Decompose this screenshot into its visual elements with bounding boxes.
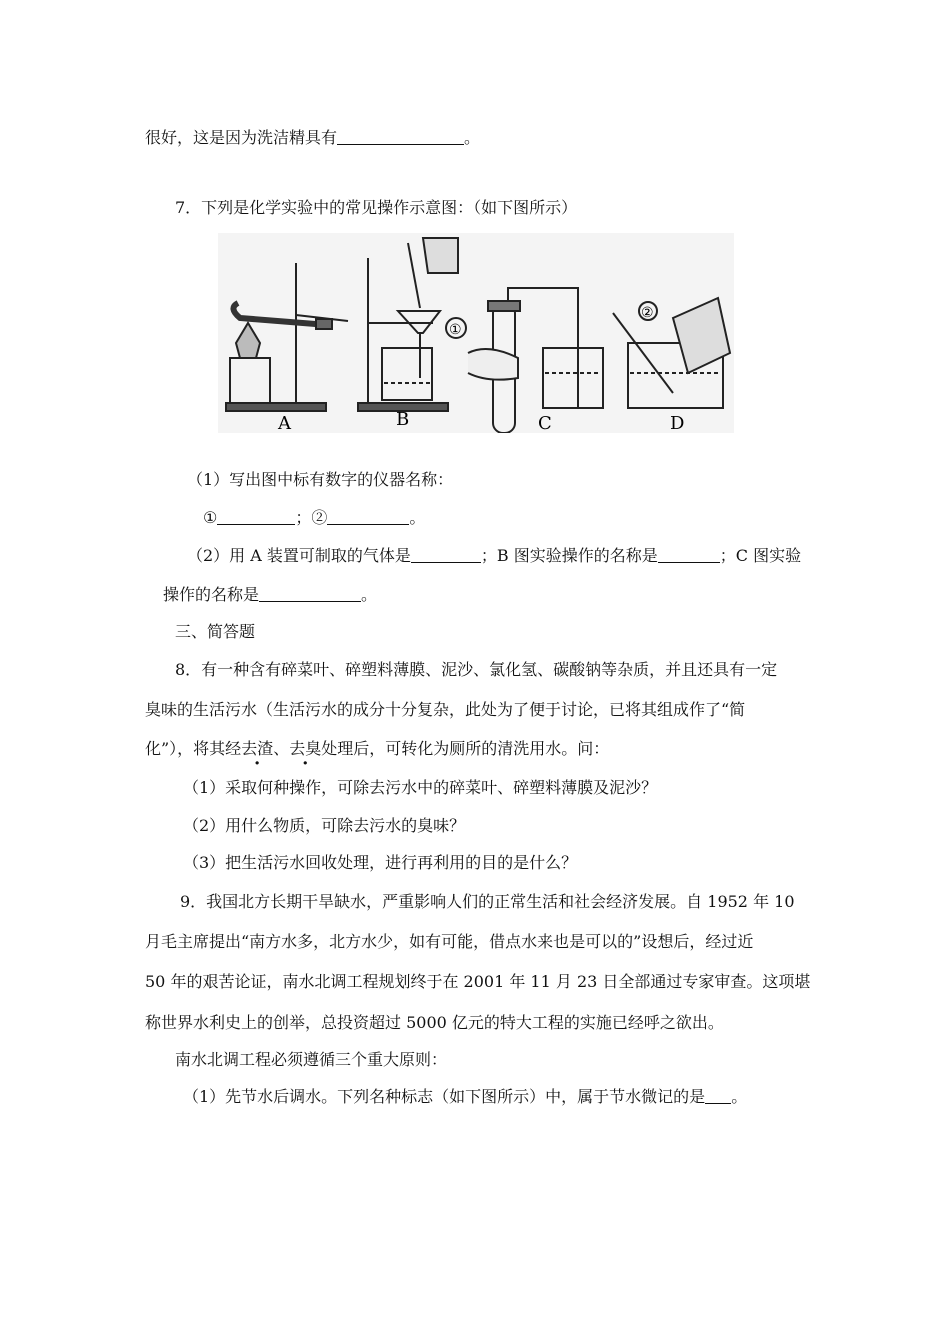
q9-line2: 月毛主席提出“南方水多，北方水少，如有可能，借点水来也是可以的”设想后，经过近: [145, 932, 754, 951]
q8-sub1: （1）采取何种操作，可除去污水中的碎菜叶、碎塑料薄膜及泥沙？: [183, 778, 658, 797]
figure-marker-2: ②: [641, 305, 654, 321]
section-title: 三、简答题: [175, 622, 256, 641]
q8-line1: 8．有一种含有碎菜叶、碎塑料薄膜、泥沙、氯化氢、碳酸钠等杂质，并且还具有一定: [175, 660, 778, 679]
q8-line3: 化”），将其经去渣、去臭处理后，可转化为厕所的清洗用水。问：: [145, 739, 610, 758]
q7-title: 7．下列是化学实验中的常见操作示意图：（如下图所示）: [175, 198, 578, 217]
q8-sub2: （2）用什么物质，可除去污水的臭味？: [183, 816, 466, 835]
q8-sub3: （3）把生活污水回收处理，进行再利用的目的是什么？: [183, 853, 578, 872]
q9-line4: 称世界水利史上的创举，总投资超过 5000 亿元的特大工程的实施已经呼之欲出。: [145, 1013, 724, 1032]
figure-marker-1: ①: [449, 322, 462, 338]
q7-part2: （2）用 A 装置可制取的气体是 ；B 图实验操作的名称是 ；C 图实验: [187, 546, 802, 565]
q7-part1-answers: ① ；② 。: [203, 508, 426, 527]
top-line: 很好，这是因为洗洁精具有 。: [145, 128, 481, 147]
answer-blank-2[interactable]: [327, 508, 409, 525]
q9-sub1: （1）先节水后调水。下列名种标志（如下图所示）中，属于节水微记的是 。: [183, 1087, 748, 1106]
answer-blank-b[interactable]: [658, 546, 720, 563]
figure-label-a: A: [278, 413, 291, 433]
answer-blank-c[interactable]: [259, 585, 361, 602]
q7-part1: （1）写出图中标有数字的仪器名称：: [187, 470, 454, 489]
q9-principle: 南水北调工程必须遵循三个重大原则：: [175, 1050, 448, 1069]
answer-blank-sign[interactable]: [705, 1087, 731, 1104]
iron-stand-base-a: [226, 403, 326, 411]
q8-line2: 臭味的生活污水（生活污水的成分十分复杂，此处为了便于讨论，已将其组成作了“简: [145, 700, 746, 719]
answer-blank-1[interactable]: [217, 508, 295, 525]
emphasis-text: 去渣: [241, 739, 274, 758]
answer-blank-gas[interactable]: [411, 546, 481, 563]
figure-label-c: C: [538, 413, 552, 433]
answer-blank[interactable]: [337, 128, 464, 145]
q7-part2-cont: 操作的名称是 。: [163, 585, 378, 604]
emphasis-text: 去臭: [289, 739, 322, 758]
q9-line1: 9．我国北方长期干旱缺水，严重影响人们的正常生活和社会经济发展。自 1952 年 10: [180, 892, 795, 911]
q9-line3: 50 年的艰苦论证，南水北调工程规划终于在 2001 年 11 月 23 日全部通过专家审查。这项堪: [145, 972, 811, 991]
lab-operations-figure: [218, 233, 734, 433]
figure-label-b: B: [396, 409, 410, 430]
figure-label-d: D: [670, 413, 685, 433]
